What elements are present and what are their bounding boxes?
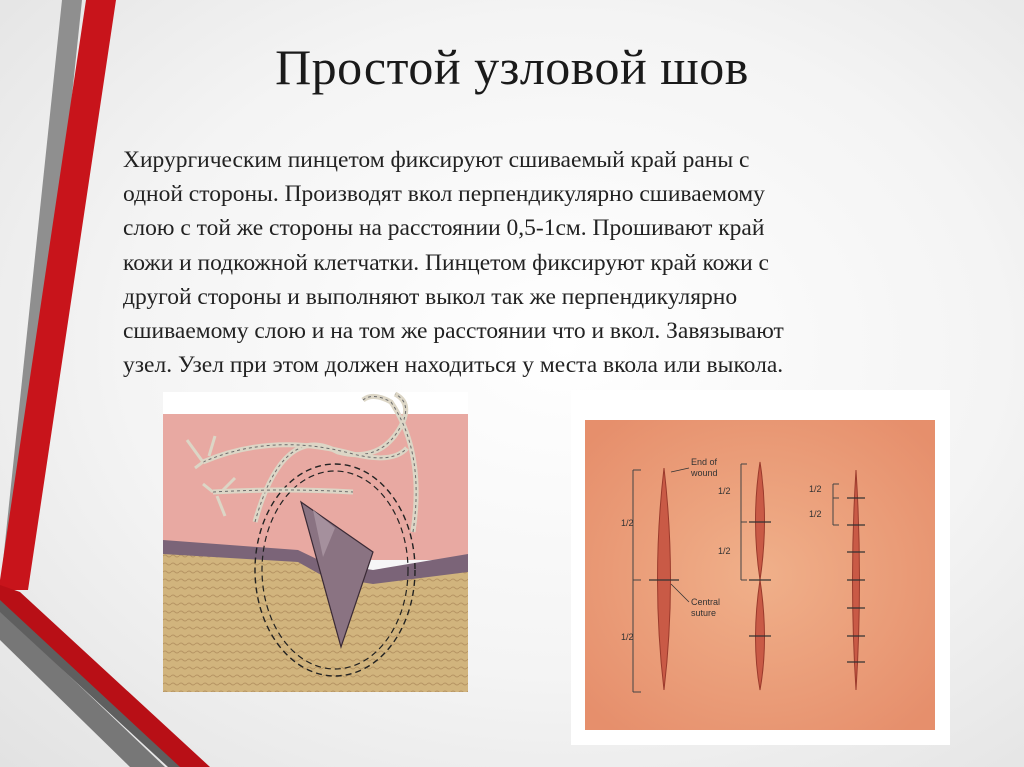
body-line: Хирургическим пинцетом фиксируют сшиваемый край раны с [123,147,750,173]
central-suture-label: suture [691,608,717,618]
body-line: другой стороны и выполняют выкол так же перпендикулярно [123,283,738,310]
wound-closure-diagram [571,390,950,745]
half-label: 1/2 [809,484,822,494]
body-line: одной стороны. Производят вкол перпендикулярно сшиваемому [123,181,765,208]
half-label: 1/2 [718,486,731,496]
half-label: 1/2 [621,518,634,528]
half-label: 1/2 [809,509,822,519]
body-line: узел. Узел при этом должен находиться у места вкола или выкола. [123,352,784,379]
half-label: 1/2 [718,546,731,556]
half-label: 1/2 [621,632,634,642]
end-of-wound-label: End of [691,457,718,467]
slide-body-text [123,143,953,382]
body-line: кожи и подкожной клетчатки. Пинцетом фиксируют край кожи с [123,249,769,276]
figure-background [163,392,468,414]
suture-cross-section-figure [163,392,468,695]
tail-thread [213,490,353,492]
slide-title: Простой узловой шов [275,39,749,95]
central-suture-label: Central [691,597,721,607]
body-line: слою с той же стороны на расстоянии 0,5-1см. Прошивают край [123,215,765,242]
wound-closure-figure [571,390,950,745]
end-of-wound-label: wound [691,468,718,478]
body-line: сшиваемому слою и на том же расстоянии что и вкол. Завязывают [123,318,784,345]
